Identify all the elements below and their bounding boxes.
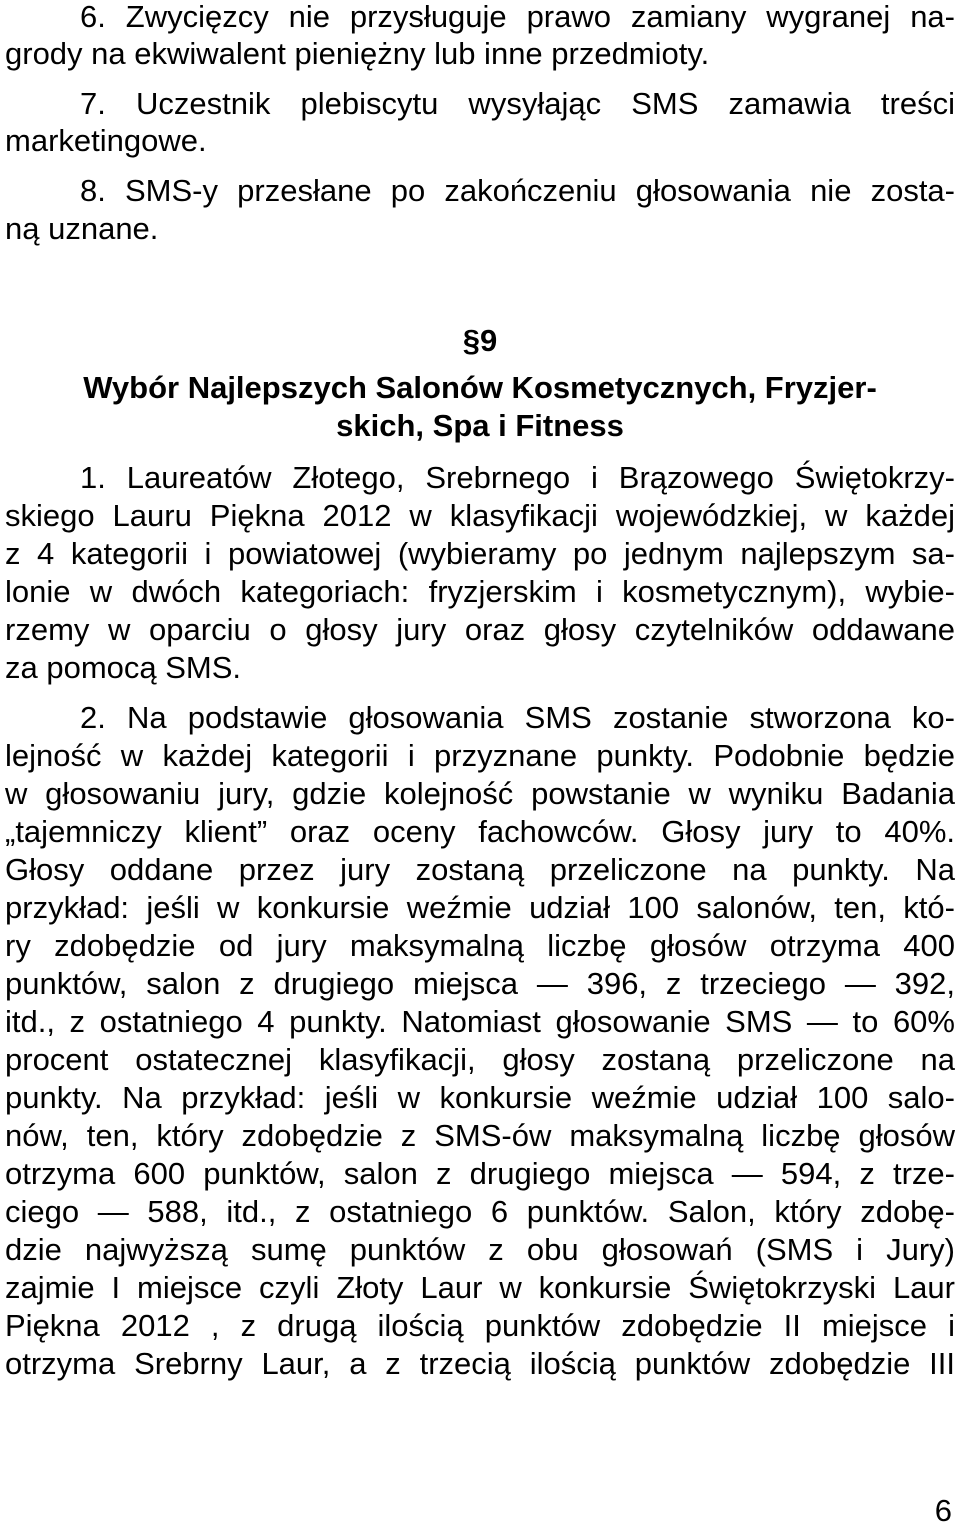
para1-line-1: 1. Laureatów Złotego, Srebrnego i Brązowego Świętokrzy-	[80, 460, 955, 495]
item-7-line-2: marketingowe.	[5, 123, 207, 158]
item-6-line-1: 6. Zwycięzcy nie przysługuje prawo zamiany wygranej na-	[80, 0, 955, 34]
item-6-line-2: grody na ekwiwalent pieniężny lub inne przedmioty.	[5, 36, 710, 71]
para1-line-4: lonie w dwóch kategoriach: fryzjerskim i kosmetycznym), wybie-	[5, 574, 955, 609]
item-8-line-2: ną uznane.	[5, 211, 159, 246]
item-7-line-1: 7. Uczestnik plebiscytu wysyłając SMS zamawia treści	[80, 86, 955, 121]
para2-line-17: Piękna 2012 , z drugą ilością punktów zdobędzie II miejsce i	[5, 1308, 955, 1343]
para2-line-18: otrzyma Srebrny Laur, a z trzecią ilością punktów zdobędzie III	[5, 1346, 955, 1381]
section-number: §9	[462, 323, 498, 358]
para1-line-2: skiego Lauru Piękna 2012 w klasyfikacji wojewódzkiej, w każdej	[5, 498, 955, 533]
para2-line-10: procent ostatecznej klasyfikacji, głosy zostaną przeliczone na	[5, 1042, 955, 1077]
para2-line-11: punkty. Na przykład: jeśli w konkursie weźmie udział 100 salo-	[5, 1080, 955, 1115]
para2-line-6: przykład: jeśli w konkursie weźmie udział 100 salonów, ten, któ-	[5, 890, 955, 925]
para1-line-3: z 4 kategorii i powiatowej (wybieramy po jednym najlepszym sa-	[5, 536, 955, 571]
para2-line-16: zajmie I miejsce czyli Złoty Laur w konkursie Świętokrzyski Laur	[5, 1270, 955, 1305]
para2-line-12: nów, ten, który zdobędzie z SMS-ów maksymalną liczbę głosów	[5, 1118, 955, 1153]
section-title-line-1: Wybór Najlepszych Salonów Kosmetycznych, Fryzjer-	[83, 370, 877, 405]
page-number: 6	[934, 1493, 952, 1528]
para1-line-5: rzemy w oparciu o głosy jury oraz głosy czytelników oddawane	[5, 612, 955, 647]
section-title-line-2: skich, Spa i Fitness	[336, 408, 624, 443]
para2-line-9: itd., z ostatniego 4 punkty. Natomiast głosowanie SMS — to 60%	[5, 1004, 955, 1039]
para1-line-6: za pomocą SMS.	[5, 650, 242, 685]
para2-line-5: Głosy oddane przez jury zostaną przeliczone na punkty. Na	[5, 852, 955, 887]
para2-line-8: punktów, salon z drugiego miejsca — 396, z trzeciego — 392,	[5, 966, 955, 1001]
para2-line-14: ciego — 588, itd., z ostatniego 6 punktów. Salon, który zdobę-	[5, 1194, 955, 1229]
para2-line-15: dzie najwyższą sumę punktów z obu głosowań (SMS i Jury)	[5, 1232, 955, 1267]
para2-line-13: otrzyma 600 punktów, salon z drugiego miejsca — 594, z trze-	[5, 1156, 955, 1191]
para2-line-7: ry zdobędzie od jury maksymalną liczbę głosów otrzyma 400	[5, 928, 955, 963]
item-8-line-1: 8. SMS-y przesłane po zakończeniu głosowania nie zosta-	[80, 173, 955, 208]
para2-line-1: 2. Na podstawie głosowania SMS zostanie stworzona ko-	[80, 700, 955, 735]
para2-line-4: „tajemniczy klient” oraz oceny fachowców. Głosy jury to 40%.	[5, 814, 955, 849]
para2-line-2: lejność w każdej kategorii i przyznane punkty. Podobnie będzie	[5, 738, 955, 773]
para2-line-3: w głosowaniu jury, gdzie kolejność powstanie w wyniku Badania	[5, 776, 955, 811]
